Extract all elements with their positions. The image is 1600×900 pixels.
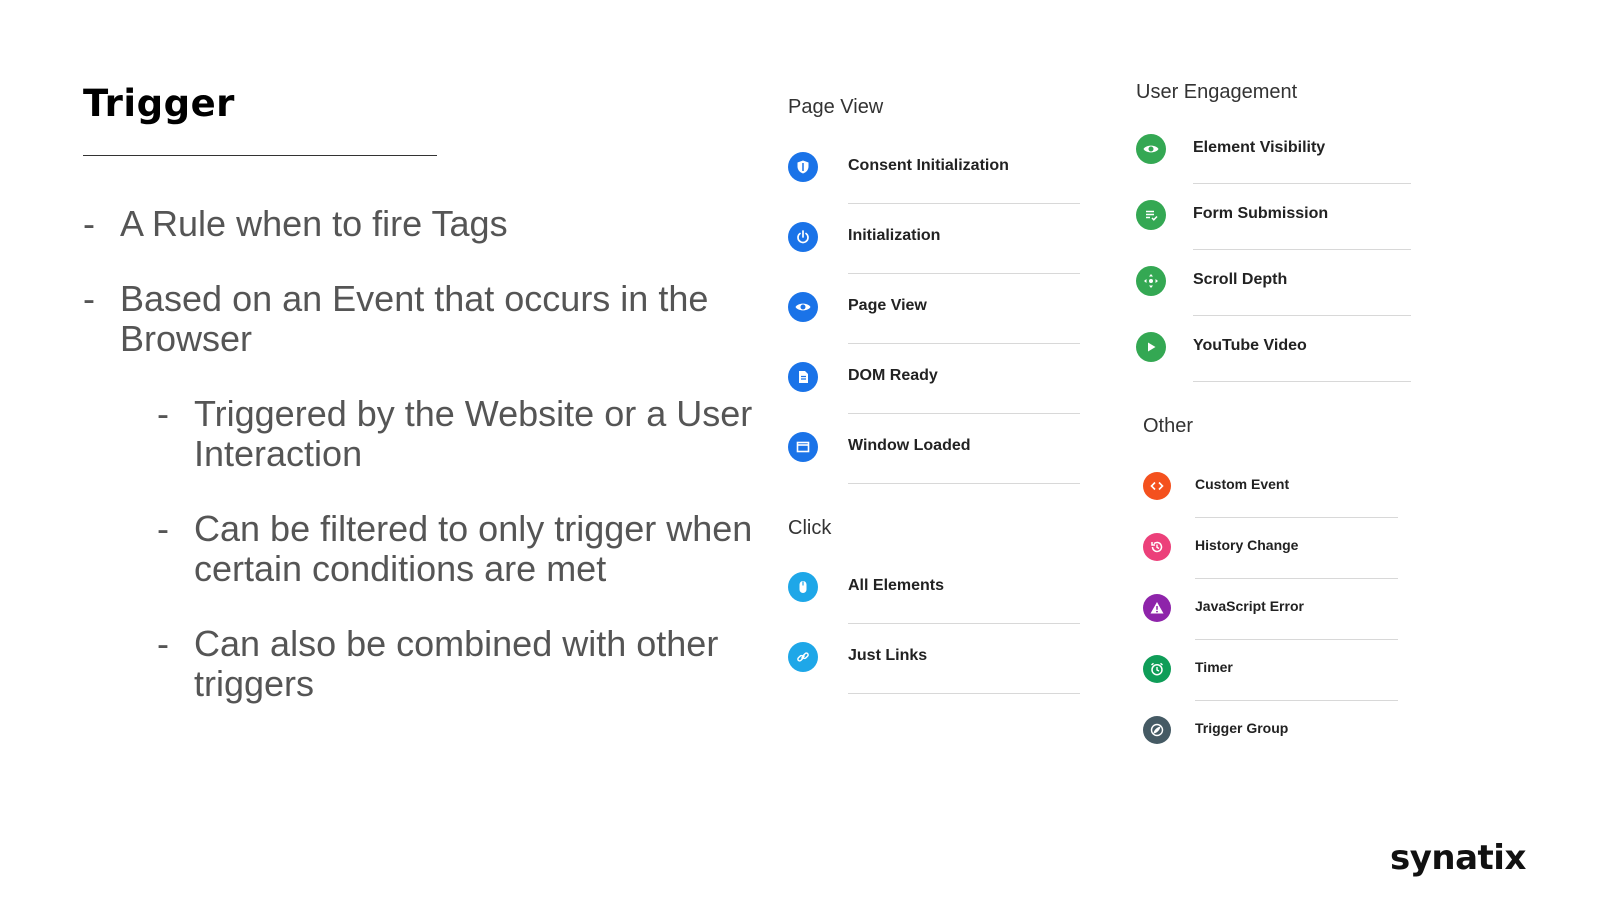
row-divider xyxy=(848,203,1080,204)
warning-icon xyxy=(1143,594,1171,622)
trigger-label: YouTube Video xyxy=(1193,337,1307,354)
bullet-dash: - xyxy=(83,203,95,244)
bullet-text: Can be filtered to only trigger when certain conditions are met xyxy=(194,508,753,589)
row-divider xyxy=(848,273,1080,274)
trigger-type-dom-ready[interactable] xyxy=(788,362,1088,432)
row-divider xyxy=(848,623,1080,624)
bullet-dash: - xyxy=(157,508,169,549)
bullet-text: Triggered by the Website or a User Interaction xyxy=(194,393,753,474)
synatix-logo: synatix xyxy=(1390,838,1526,878)
row-divider xyxy=(1193,315,1411,316)
row-divider xyxy=(848,693,1080,694)
trigger-label: Page View xyxy=(848,297,927,314)
trigger-type-initialization[interactable] xyxy=(788,222,1088,292)
trigger-type-all-elements[interactable] xyxy=(788,572,1088,642)
trigger-type-window-loaded[interactable] xyxy=(788,432,1088,502)
group-icon xyxy=(1143,716,1171,744)
trigger-label: All Elements xyxy=(848,577,945,594)
trigger-type-consent-initialization[interactable] xyxy=(788,152,1088,222)
link-icon xyxy=(788,642,818,672)
trigger-type-custom-event[interactable] xyxy=(1143,472,1443,542)
row-divider xyxy=(1193,249,1411,250)
section-heading-click: Click xyxy=(788,517,832,539)
eye-icon xyxy=(1136,134,1166,164)
row-divider xyxy=(1193,381,1411,382)
slide-title: Trigger xyxy=(83,82,235,125)
bullet-dash: - xyxy=(83,278,95,319)
trigger-label: Initialization xyxy=(848,227,941,244)
row-divider xyxy=(1193,183,1411,184)
row-divider xyxy=(848,343,1080,344)
bullet-dash: - xyxy=(157,393,169,434)
trigger-type-timer[interactable] xyxy=(1143,655,1443,725)
trigger-label: Form Submission xyxy=(1193,205,1329,222)
power-icon xyxy=(788,222,818,252)
trigger-label: DOM Ready xyxy=(848,367,938,384)
trigger-label: Element Visibility xyxy=(1193,139,1326,156)
document-icon xyxy=(788,362,818,392)
title-divider xyxy=(83,155,437,156)
shield-icon xyxy=(788,152,818,182)
play-icon xyxy=(1136,332,1166,362)
mouse-icon xyxy=(788,572,818,602)
row-divider xyxy=(1195,700,1398,701)
bullet-text: A Rule when to fire Tags xyxy=(120,203,508,244)
section-heading-user-engagement: User Engagement xyxy=(1136,81,1298,103)
timer-icon xyxy=(1143,655,1171,683)
trigger-type-page-view[interactable] xyxy=(788,292,1088,362)
trigger-label: Trigger Group xyxy=(1195,720,1289,736)
trigger-label: Timer xyxy=(1195,659,1233,675)
bullet-text: Based on an Event that occurs in the Browser xyxy=(120,278,709,359)
trigger-type-just-links[interactable] xyxy=(788,642,1088,712)
trigger-type-history-change[interactable] xyxy=(1143,533,1443,603)
row-divider xyxy=(848,413,1080,414)
trigger-type-form-submission[interactable] xyxy=(1136,200,1436,270)
history-icon xyxy=(1143,533,1171,561)
trigger-type-javascript-error[interactable] xyxy=(1143,594,1443,664)
form-icon xyxy=(1136,200,1166,230)
trigger-type-youtube-video[interactable] xyxy=(1136,332,1436,402)
row-divider xyxy=(1195,578,1398,579)
trigger-type-trigger-group[interactable] xyxy=(1143,716,1443,786)
row-divider xyxy=(1195,517,1398,518)
trigger-label: JavaScript Error xyxy=(1195,598,1304,614)
row-divider xyxy=(848,483,1080,484)
section-heading-other: Other xyxy=(1143,415,1194,437)
bullet-dash: - xyxy=(157,623,169,664)
trigger-label: Scroll Depth xyxy=(1193,271,1288,288)
trigger-label: History Change xyxy=(1195,537,1299,553)
eye-icon xyxy=(788,292,818,322)
trigger-type-scroll-depth[interactable] xyxy=(1136,266,1436,336)
section-heading-page-view: Page View xyxy=(788,96,884,118)
trigger-type-element-visibility[interactable] xyxy=(1136,134,1436,204)
trigger-label: Custom Event xyxy=(1195,476,1290,492)
scroll-icon xyxy=(1136,266,1166,296)
window-icon xyxy=(788,432,818,462)
trigger-label: Just Links xyxy=(848,647,928,664)
bullet-text: Can also be combined with other triggers xyxy=(194,623,719,704)
row-divider xyxy=(1195,639,1398,640)
trigger-label: Window Loaded xyxy=(848,437,971,454)
trigger-label: Consent Initialization xyxy=(848,157,1009,174)
code-icon xyxy=(1143,472,1171,500)
